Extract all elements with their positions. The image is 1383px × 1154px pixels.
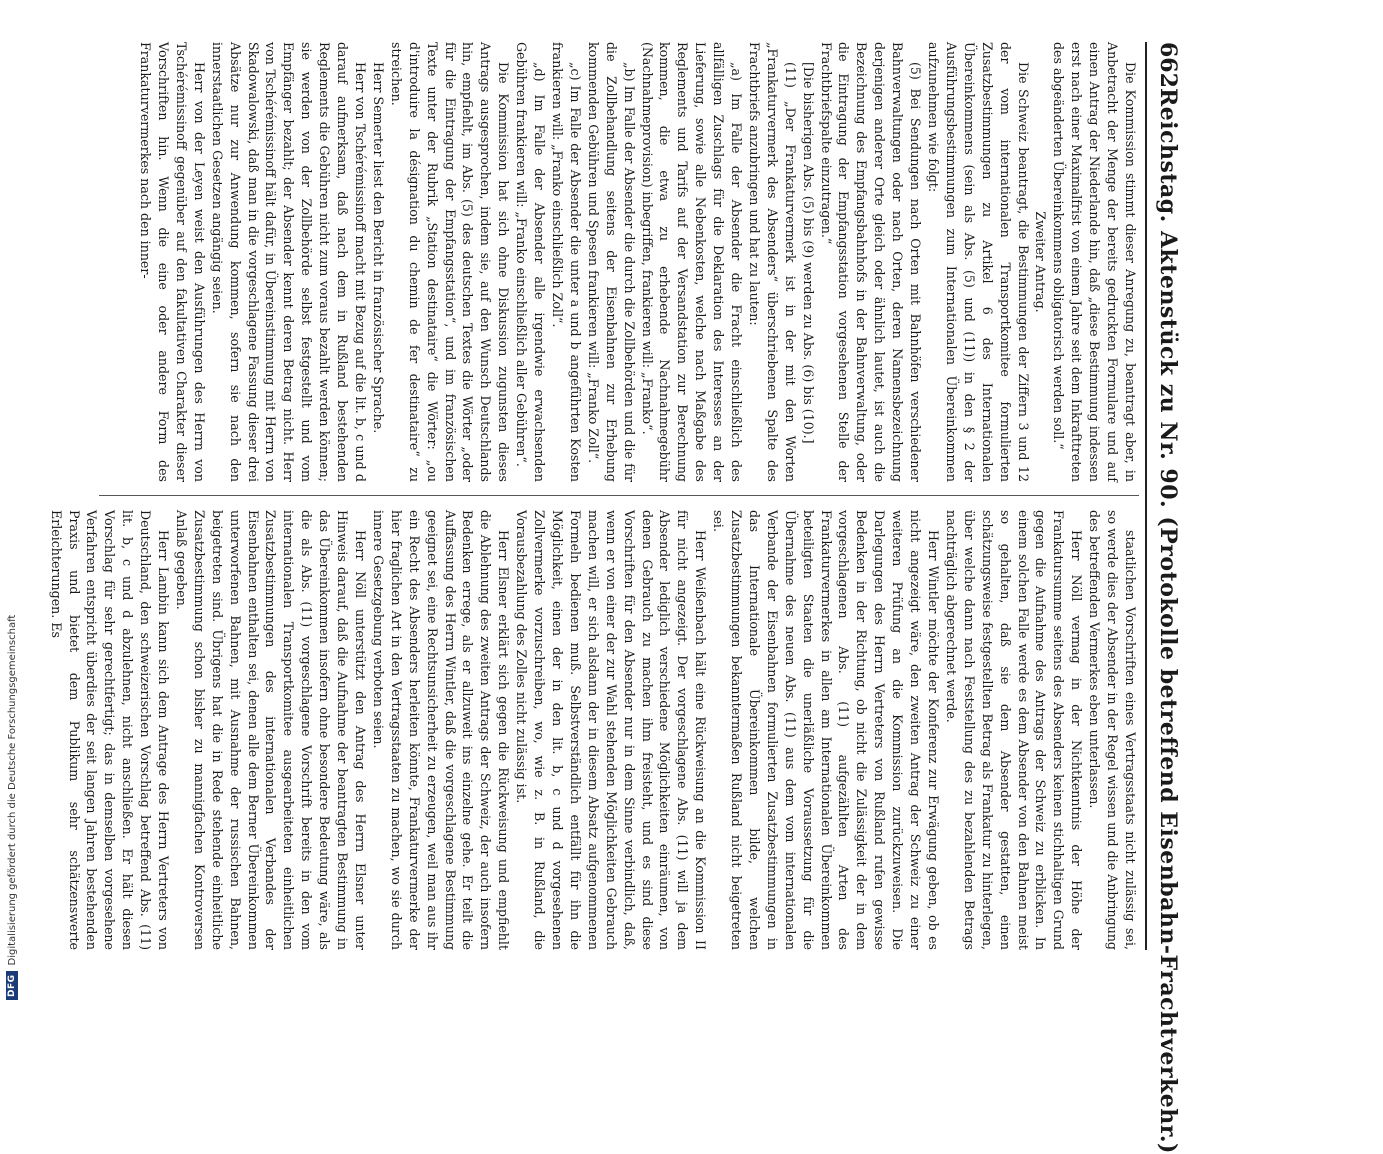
paragraph: Herr von Tschérémissinoff macht mit Bezug auf die lit. b, c und d darauf aufmerksam, daß nach dem in Rußland bestehenden Reglements die Gebühren nicht zum voraus bezahlt werden können; sie werden von der Zollbehörde selbst festgestellt und vom Empfänger bezahlt; der Absender kennt deren Betrag nicht. Herr von Tschérémissinoff hält dafür, in Übereinstimmung mit Herrn von Skadowalowski, daß man in die vorgeschlagene Fassung dieser drei Absätze nur zur Anwendung kommen, sofern sie nach den innerstaatlichen Gesetzen angängig seien. xyxy=(209,42,369,482)
paragraph: Herr Lambin kann sich dem Antrage des Herrn Vertreters von Deutschland, den schweizerischen Vorschlag betreffend Abs. (11) lit. b, c und d abzulehnen, nicht anschließen. Er hält diesen Vorschlag für sehr gerechtfertigt; das in demselben vorgesehene Verfahren entspricht überdies der seit langen Jahren bestehenden Praxis und bietet dem Publikum sehr schätzenswerte Erleichterungen. Es xyxy=(48,510,172,950)
paragraph: Herr Wintler möchte der Konferenz zur Erwägung geben, ob es nicht angezeigt wäre, den zweiten Antrag der Schweiz zu einer weiteren Prüfung an die Kommission zurückzuweisen. Die Darlegungen des Herrn Vertreters von Rußland rufen gewisse Bedenken in der Richtung, ob nicht die Zulässigkeit der in dem vorgeschlagenen Abs. (11) aufgezählten Arten des Frankaturvermerkes in allen am Internationalen Übereinkommen beteiligten Staaten die unerläßliche Voraussetzung für die Übernahme des neuen Abs. (11) aus dem vom internationalen Verbande der Eisenbahnen formulierten Zusatzbestimmungen in das Internationale Übereinkommen bilde, welchen Zusatzbestimmungen bekanntermaßen Rußland nicht beigetreten sei. xyxy=(711,510,942,950)
page-header xyxy=(1145,42,1189,1154)
section-heading: Zweiter Antrag. xyxy=(1033,211,1049,313)
paragraph: [Die bisherigen Abs. (5) bis (9) werden zu Abs. (6) bis (10).] xyxy=(800,62,816,444)
paragraph: Herr Elsner erklärt sich gegen die Rückweisung und empfiehlt die Ablehnung des zweiten Antrags der Schweiz, der auch insofern Bedenken errege, als er allzuweit ins einzelne gehe. Er teilt die Auffassung des Herrn Wintler, daß die vorgeschlagene Bestimmung geeignet sei, eine Rechtsunsicherheit zu erzeugen, weil man aus ihr ein Recht des Absenders herleiten könnte, Frankaturvermerke der hier fraglichen Art in den Vertragsstaaten zu machen, wo sie durch innere Gesetzgebung verboten seien. xyxy=(370,510,512,950)
paragraph: Herr von der Leyen weist den Ausführungen des Herrn von Tschérémissinoff gegenüber auf den fakultativen Charakter dieser Vorschriften hin. Wenn die eine oder andere Form des Frankaturvermerkes nach den inner- xyxy=(138,42,207,482)
page-number: 662 xyxy=(1155,42,1181,88)
paragraph: „c) Im Falle der Absender die unter a und b angeführten Kosten frankieren will: „Franko einschließlich Zoll“. xyxy=(550,42,583,482)
paragraph: Die Schweiz beantragt, die Bestimmungen der Ziffern 3 und 12 der vom internationalen Transportkomitee formulierten Zusatzbestimmungen zu Artikel 6 des Internationalen Übereinkommens (sein als Abs. (5) und (11)) in den § 2 der Ausführungsbestimmungen zum Internationalen Übereinkommen aufzunehmen wie folgt: xyxy=(926,42,1031,482)
paragraph: Herr Nöll unterstützt den Antrag des Herrn Elsner unter Hinweis darauf, daß die Aufnahme der beantragten Bestimmung in das Übereinkommen insofern ohne besondere Bedeutung wäre, als die als Abs. (11) vorgeschlagene Vorschrift bereits in den vom internationalen Transportkomitee ausgearbeiteten einheitlichen Zusatzbestimmungen des internationalen Verbandes der Eisenbahnen enthalten sei, denen alle dem Berner Übereinkommen unterworfenen Bahnen, mit Ausnahme der russischen Bahnen, beigetreten sind. Übrigens hat die in Rede stehende einheitliche Zusatzbestimmung schon bisher zu mannigfachen Kontroversen Anlaß gegeben. xyxy=(173,510,369,950)
text-columns xyxy=(48,42,1139,950)
paragraph: staatlichen Vorschriften eines Vertragsstaats nicht zulässig sei, so werde dies der Absender in der Regel wissen und die Anbringung des betreffenden Vermerkes eben unterlassen. xyxy=(1087,510,1138,950)
digitization-text: Digitalisierung gefördert durch die Deutsche Forschungsgemeinschaft xyxy=(6,614,18,966)
paragraph: Herr Weißenbach hält eine Rückweisung an die Kommission II für nicht angezeigt. Der vorgeschlagene Abs. (11) will ja dem Absender lediglich verschiedene Möglichkeiten einräumen, von denen Gebrauch zu machen ihm freisteht, und es sind diese Vorschriften für den Absender nur in dem Sinne verbindlich, daß, wenn er von einer der zur Wahl stehenden Möglichkeiten Gebrauch machen will, er sich alsdann der in diesem Absatz aufgenommenen Formeln bedienen muß. Selbstverständlich entfällt für ihn die Möglichkeit, einen der in den lit. b, c und d vorgesehenen Zollvermerke vorzuschreiben, wo, wie z. B. in Rußland, die Vorausbezahlung des Zolles nicht zulässig ist. xyxy=(514,510,709,950)
paragraph: „d) Im Falle der Absender alle irgendwie erwachsenden Gebühren frankieren will: „Franko einschließlich aller Gebühren“. xyxy=(514,42,548,482)
paragraph: Die Kommission hat sich ohne Diskussion zugunsten dieses Antrags ausgesprochen, indem sie, auf den Wunsch Deutschlands hin, empfiehlt, im Abs. (5) des deutschen Textes die Wörter „oder für die Eintragung der Empfangsstation“, und im französischen Texte unter der Rubrik „Station destinataire“ die Wörter: „ou d'introduire la désignation du chemin de fer destinataire“ zu streichen. xyxy=(388,42,512,482)
paragraph: Herr Semerter liest den Bericht in französischer Sprache. xyxy=(370,62,386,434)
running-title: Reichstag. Aktenstück zu Nr. 90. (Protokolle betreffend Eisenbahn-Frachtverkehr.) xyxy=(1155,87,1181,1154)
paragraph: Die Kommission stimmt dieser Anregung zu, beantragt aber, in Anbetracht der Menge der bereits gedruckten Formulare und auf einen Antrag der Niederlande hin, daß „diese Bestimmung indessen erst nach einer Maximalfrist von einem Jahre seit dem Inkrafttreten des abgeänderten Übereinkommens obligatorisch werden soll.“ xyxy=(1051,42,1138,482)
dfg-logo: DFG xyxy=(6,971,18,1000)
paragraph: (5) Bei Sendungen nach Orten mit Bahnhöfen verschiedener Bahnverwaltungen oder nach Orten, deren Namensbezeichnung derjenigen anderer Orte gleich oder ähnlich lautet, ist auch die Bezeichnung des Empfangsbahnhofs in der Bahnverwaltung, oder die Eintragung der Empfangsstation vorgesehenen Stelle der Frachtbriefspalte einzutragen.“ xyxy=(818,42,924,482)
digitization-note xyxy=(6,0,18,1000)
left-column xyxy=(99,42,1139,482)
paragraph: (11) „Der Frankaturvermerk ist in der mit den Worten „Frankaturvermerk des Absenders“ überschriebenen Spalte des Frachtbriefs anzubringen und hat zu lauten: xyxy=(746,42,798,482)
document-page xyxy=(48,42,1189,1154)
paragraph: „a) Im Falle der Absender die Fracht einschließlich des allfälligen Zuschlags für die Deklaration des Interesses an der Lieferung, sowie alle Nebenkosten, welche nach Maßgabe des Reglements und Tarifs auf der Versandstation zur Berechnung kommen, die etwa zu erhebende Nachnahmegebühr (Nachnahmeprovision) inbegriffen, frankieren will: „Franko“. xyxy=(639,42,745,482)
paragraph: „b) Im Falle der Absender die durch die Zollbehörden und die für die Zollbehandlung seitens der Eisenbahnen zur Erhebung kommenden Gebühren und Spesen frankieren will: „Franko Zoll“. xyxy=(585,42,637,482)
column-divider xyxy=(99,495,1139,496)
right-column xyxy=(48,510,1139,950)
paragraph: Herr Nöll vermag in der Nichtkenntnis der Höhe der Frankatursumme seitens des Absenders keinen stichhaltigen Grund gegen die Aufnahme des Antrags der Schweiz zu erblicken. In einem solchen Falle werde es dem Absender von den Bahnen meist so gehalten, daß sie dem Absender gestatten, einen schätzungsweise festgestellten Betrag als Frankatur zu hinterlegen, über welche dann nach Feststellung des zu bezahlenden Betrags nachträglich abgerechnet werde. xyxy=(943,510,1085,950)
